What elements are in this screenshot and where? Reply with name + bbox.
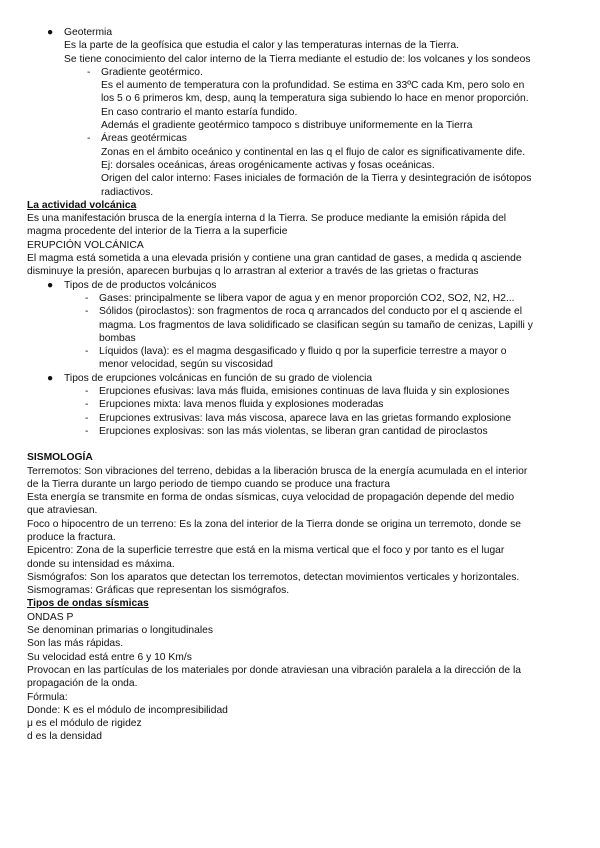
eruption-type: [27, 398, 577, 411]
product-line: Sólidos (piroclastos): son fragmentos de roca q arrancados del conducto por el q asciende el: [99, 306, 522, 318]
actividad-intro-line: magma procedente del interior de la Tierra a la superficie: [27, 226, 288, 238]
product-line: Gases: principalmente se libera vapor de agua y en menor proporción CO2, SO2, N2, H2...: [99, 292, 515, 304]
dash-icon: -: [85, 425, 89, 437]
ondas-line: Su velocidad está entre 6 y 10 Km/s: [27, 651, 192, 663]
eruption-type-label: Erupciones extrusivas: lava más viscosa, aparece lava en las grietas formando explosione: [99, 412, 512, 424]
eruption-type-label: Erupciones efusivas: lava más fluida, emisiones continuas de lava fluida y sin explosiones: [99, 386, 510, 398]
product-line: Líquidos (lava): es el magma desgasificado y fluido q por la superficie terrestre a mayor o: [99, 346, 507, 358]
areas-line: Zonas en el ámbito oceánico y continental en las q el flujo de calor es significativamente dife.: [101, 146, 526, 158]
bullet-icon: ●: [47, 279, 54, 291]
sismologia-line: de la Tierra durante un largo periodo de tiempo cuando se produce una fractura: [27, 478, 390, 490]
gradient-item: [27, 66, 577, 79]
dash-icon: -: [87, 133, 91, 145]
sismologia-line: Sismogramas: Gráficas que representan los sismógrafos.: [27, 585, 290, 597]
document-page: [27, 26, 577, 744]
dash-icon: -: [85, 346, 89, 358]
eruption-type: [27, 425, 577, 438]
ondas-line: propagación de la onda.: [27, 678, 138, 690]
eruption-line: disminuye la presión, aparecen burbujas q lo arrastran al exterior a través de las grietas o fracturas: [27, 266, 479, 278]
eruptions-title: Tipos de erupciones volcánicas en función de su grado de violencia: [64, 372, 373, 384]
ondas-line: Donde: K es el módulo de incompresibilidad: [27, 704, 228, 716]
areas-line: Origen del calor interno: Fases iniciales de formación de la Tierra y desintegración de isótopos: [101, 173, 532, 185]
sismologia-line: Esta energía se transmite en forma de ondas sísmicas, cuya velocidad de propagación depende del medio: [27, 492, 515, 504]
areas-item: [27, 132, 577, 145]
product-solidos: [27, 305, 577, 318]
product-gases: [27, 292, 577, 305]
eruption-type-label: Erupciones explosivas: son las más violentas, se liberan gran cantidad de piroclastos: [99, 425, 488, 437]
ondas-line: μ es el módulo de rigidez: [27, 718, 142, 730]
gradient-title: Gradiente geotérmico.: [101, 66, 203, 78]
product-line: bombas: [99, 332, 136, 344]
product-line: menor velocidad, según su viscosidad: [99, 359, 274, 371]
sismologia-line: Foco o hipocentro de un terreno: Es la zona del interior de la Tierra donde se origina un terremoto, donde se: [27, 518, 521, 530]
areas-line: radiactivos.: [101, 186, 154, 198]
sismologia-line: Sismógrafos: Son los aparatos que detectan los terremotos, detectan movimientos verticales y horizontales.: [27, 571, 520, 583]
sismologia-line: donde su intensidad es máxima.: [27, 558, 175, 570]
geotermia-definition: Es la parte de la geofísica que estudia el calor y las temperaturas internas de la Tierra.: [64, 40, 459, 52]
dash-icon: -: [85, 386, 89, 398]
product-line: magma. Los fragmentos de lava solidificado se clasifican según su tamaño de cenizas, Lapilli y: [99, 319, 533, 331]
gradient-line: En caso contrario el manto estaría fundido.: [101, 106, 298, 118]
gradient-line: Además el gradiente geotérmico tampoco s distribuye uniformemente en la Tierra: [101, 120, 473, 132]
eruption-type-label: Erupciones mixta: lava menos fluida y explosiones moderadas: [99, 399, 384, 411]
sismologia-line: Epicentro: Zona de la superficie terrestre que está en la misma vertical que el foco y por tanto es el lugar: [27, 545, 505, 557]
sismologia-heading: SISMOLOGÍA: [27, 452, 93, 464]
products-item: [27, 279, 577, 292]
actividad-intro-line: Es una manifestación brusca de la energía interna d la Tierra. Se produce mediante la emisión rápida del: [27, 213, 507, 225]
sismologia-line: que atraviesan.: [27, 505, 98, 517]
ondas-line: Son las más rápidas.: [27, 638, 124, 650]
dash-icon: -: [85, 399, 89, 411]
dash-icon: -: [85, 412, 89, 424]
bullet-icon: ●: [47, 27, 54, 38]
ondas-heading: Tipos de ondas sísmicas: [27, 598, 149, 610]
eruption-type: [27, 385, 577, 398]
geotermia-item: [27, 26, 577, 39]
sismologia-line: Terremotos: Son vibraciones del terreno, debidas a la liberación brusca de la energía acumulada en el interior: [27, 465, 528, 477]
gradient-line: los 5 o 6 primeros km, desp, aunq la temperatura siga subiendo lo hace en menor proporción.: [101, 93, 529, 105]
ondas-line: Fórmula:: [27, 691, 68, 703]
gradient-line: Es el aumento de temperatura con la profundidad. Se estima en 33ºC cada Km, pero solo en: [101, 80, 525, 92]
eruption-title: ERUPCIÓN VOLCÁNICA: [27, 239, 144, 251]
eruptions-item: [27, 372, 577, 385]
dash-icon: -: [85, 306, 89, 318]
geotermia-knowledge: Se tiene conocimiento del calor interno de la Tierra mediante el estudio de: los volcanes y los sondeos: [64, 53, 531, 65]
dash-icon: -: [85, 292, 89, 304]
actividad-heading: La actividad volcánica: [27, 199, 137, 211]
eruption-type: [27, 412, 577, 425]
bullet-icon: ●: [47, 372, 54, 384]
dash-icon: -: [87, 66, 91, 78]
ondas-line: Provocan en las partículas de los materiales por donde atraviesan una vibración paralela a la dirección de la: [27, 664, 521, 676]
eruption-line: El magma está sometida a una elevada prisión y contiene una gran cantidad de gases, a medida q asciende: [27, 253, 522, 265]
geotermia-title: Geotermia: [64, 27, 113, 38]
areas-line: Ej: dorsales oceánicas, áreas orogénicamente activas y fosas oceánicas.: [101, 159, 435, 171]
product-liquidos: [27, 345, 577, 358]
sismologia-line: produce la fractura.: [27, 531, 116, 543]
ondas-line: Se denominan primarias o longitudinales: [27, 625, 214, 637]
ondas-line: ONDAS P: [27, 611, 74, 623]
areas-title: Áreas geotérmicas: [101, 133, 187, 145]
ondas-line: d es la densidad: [27, 731, 102, 743]
products-title: Tipos de de productos volcánicos: [64, 279, 217, 291]
